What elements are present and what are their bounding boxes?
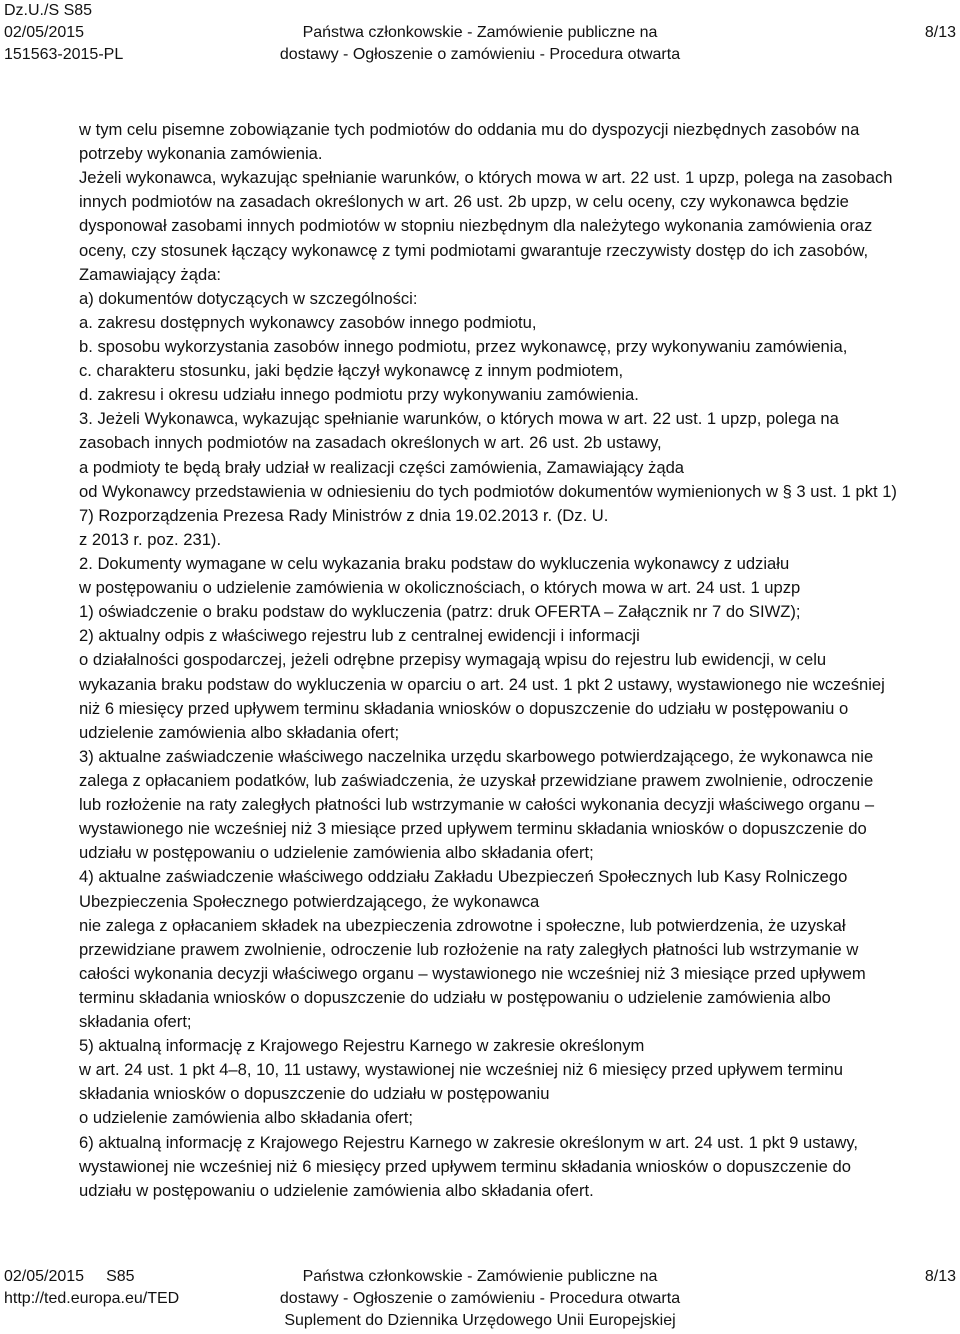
text-line: c. charakteru stosunku, jaki będzie łączył wykonawcę z innym podmiotem,: [79, 361, 624, 381]
text-line: niż 6 miesięcy przed upływem terminu składania wniosków o dopuszczenie do udziału w postępowaniu o: [79, 698, 849, 718]
text-line: składania wniosków o dopuszczenie do udziału w postępowaniu: [79, 1084, 550, 1104]
footer-title-line1: Państwa członkowskie - Zamówienie publiczne na: [302, 1268, 658, 1285]
text-line: w tym celu pisemne zobowiązanie tych podmiotów do oddania mu do dyspozycji niezbędnych zasobów na: [79, 120, 860, 139]
text-line: przewidziane prawem zwolnienie, odroczenie lub rozłożenie na raty zaległych płatności lub wstrzymanie w: [79, 939, 859, 959]
header-title-line1: Państwa członkowskie - Zamówienie publiczne na: [302, 24, 658, 41]
header-page-number: [925, 10, 956, 44]
text-line: d. zakresu i okresu udziału innego podmiotu przy wykonywaniu zamówienia.: [79, 385, 639, 405]
text-line: 7) Rozporządzenia Prezesa Rady Ministrów z dnia 19.02.2013 r. (Dz. U.: [79, 505, 609, 525]
text-line: w art. 24 ust. 1 pkt 4–8, 10, 11 ustawy, wystawionej nie wcześniej niż 6 miesięcy przed upływem terminu: [79, 1060, 843, 1080]
text-line: wystawionego nie wcześniej niż 3 miesiące przed upływem terminu składania wniosków o dopuszczenie do: [79, 819, 867, 839]
text-line: całości wykonania decyzji właściwego organu – wystawionego nie wcześniej niż 3 miesiące przed upływem: [79, 963, 866, 983]
text-line: potrzeby wykonania zamówienia.: [79, 144, 323, 164]
text-line: zalega z opłacaniem podatków, lub zaświadczenia, że uzyskał przewidziane prawem zwolnienie, odroczenie: [79, 770, 874, 790]
text-line: lub rozłożenie na raty zaległych płatności lub wstrzymanie w całości wykonania decyzji właściwego organu –: [79, 795, 875, 815]
text-line: o działalności gospodarczej, jeżeli odrębne przepisy wymagają wpisu do rejestru lub ewidencji, w celu: [79, 650, 827, 670]
document-id: 151563-2015-PL: [4, 46, 124, 63]
publication-date: 02/05/2015: [4, 24, 85, 41]
footer-date: 02/05/2015: [4, 1268, 85, 1285]
footer-title: [0, 1266, 960, 1332]
text-line: a podmioty te będą brały udział w realizacji części zamówienia, Zamawiający żąda: [79, 457, 685, 477]
text-line: wykazania braku podstaw do wykluczenia w oparciu o art. 24 ust. 1 pkt 2 ustawy, wystawionego nie wcześniej: [79, 674, 885, 694]
text-line: udziału w postępowaniu o udzielenie zamówienia albo składania ofert.: [79, 1180, 594, 1200]
text-line: z 2013 r. poz. 231).: [79, 529, 222, 549]
text-line: Jeżeli wykonawca, wykazując spełnianie warunków, o których mowa w art. 22 ust. 1 upzp, polega na zasobach: [79, 168, 893, 188]
text-line: 6) aktualną informację z Krajowego Rejestru Karnego w zakresie określonym w art. 24 ust. 1 pkt 9 ustawy,: [79, 1132, 859, 1152]
footer-page-number: [925, 1266, 956, 1288]
text-line: Zamawiający żąda:: [79, 264, 222, 284]
header-title: [0, 0, 960, 66]
text-line: 4) aktualne zaświadczenie właściwego oddziału Zakładu Ubezpieczeń Społecznych lub Kasy Rolniczego: [79, 867, 848, 887]
footer-page: 8/13: [924, 1268, 956, 1285]
text-line: a) dokumentów dotyczących w szczególności:: [79, 288, 418, 308]
text-line: od Wykonawcy przedstawienia w odniesieniu do tych podmiotów dokumentów wymienionych w § 3 ust. 1 pkt 1): [79, 481, 897, 501]
text-line: 1) oświadczenie o braku podstaw do wykluczenia (patrz: druk OFERTA – Załącznik nr 7 do SIWZ);: [79, 602, 801, 622]
text-line: składania ofert;: [79, 1012, 192, 1032]
text-line: wystawionej nie wcześniej niż 6 miesięcy przed upływem terminu składania wniosków o dopuszczenie do: [79, 1156, 851, 1176]
footer-title-line3: Suplement do Dziennika Urzędowego Unii Europejskiej: [284, 1312, 676, 1329]
journal-ref: Dz.U./S S85: [4, 2, 93, 19]
text-line: innych podmiotów na zasadach określonych w art. 26 ust. 2b upzp, w celu oceny, czy wykonawca będzie: [79, 192, 849, 212]
text-line: a. zakresu dostępnych wykonawcy zasobów innego podmiotu,: [79, 312, 537, 332]
footer-url[interactable]: http://ted.europa.eu/TED: [4, 1290, 180, 1307]
text-line: terminu składania wniosków o dopuszczenie do udziału w postępowaniu o udzielenie zamówienia albo: [79, 987, 831, 1007]
text-line: w postępowaniu o udzielenie zamówienia w okolicznościach, o których mowa w art. 24 ust. 1 upzp: [79, 578, 801, 598]
text-line: 3) aktualne zaświadczenie właściwego naczelnika urzędu skarbowego potwierdzającego, że wykonawca nie: [79, 746, 874, 766]
header-title-line2: dostawy - Ogłoszenie o zamówieniu - Procedura otwarta: [279, 46, 681, 63]
text-line: 5) aktualną informację z Krajowego Rejestru Karnego w zakresie określonym: [79, 1036, 645, 1056]
text-line: zasobach innych podmiotów na zasadach określonych w art. 26 ust. 2b ustawy,: [79, 433, 662, 453]
text-line: 2) aktualny odpis z właściwego rejestru lub z centralnej ewidencji i informacji: [79, 626, 640, 646]
text-line: 2. Dokumenty wymagane w celu wykazania braku podstaw do wykluczenia wykonawcy z udziału: [79, 553, 790, 573]
page-number: 8/13: [924, 24, 956, 41]
text-line: b. sposobu wykorzystania zasobów innego podmiotu, przez wykonawcę, przy wykonywaniu zamówienia,: [79, 336, 848, 356]
text-line: dysponował zasobami innych podmiotów w stopniu niezbędnym dla należytego wykonania zamówienia oraz: [79, 216, 873, 236]
text-line: o udzielenie zamówienia albo składania ofert;: [79, 1108, 413, 1128]
text-line: udziału w postępowaniu o udzielenie zamówienia albo składania ofert;: [79, 843, 594, 863]
footer-series: S85: [106, 1268, 135, 1285]
document-body: [79, 118, 947, 1203]
text-line: Ubezpieczenia Społecznego potwierdzającego, że wykonawca: [79, 891, 540, 911]
text-line: oceny, czy stosunek łączący wykonawcę z tymi podmiotami gwarantuje rzeczywisty dostęp do ich zasobów,: [79, 240, 869, 260]
text-line: 3. Jeżeli Wykonawca, wykazując spełnianie warunków, o których mowa w art. 22 ust. 1 upzp, polega na: [79, 409, 839, 429]
text-line: nie zalega z opłacaniem składek na ubezpieczenia zdrowotne i społeczne, lub potwierdzenia, że uzyskał: [79, 915, 846, 935]
footer-title-line2: dostawy - Ogłoszenie o zamówieniu - Procedura otwarta: [279, 1290, 681, 1307]
text-line: udzielenie zamówienia albo składania ofert;: [79, 722, 400, 742]
